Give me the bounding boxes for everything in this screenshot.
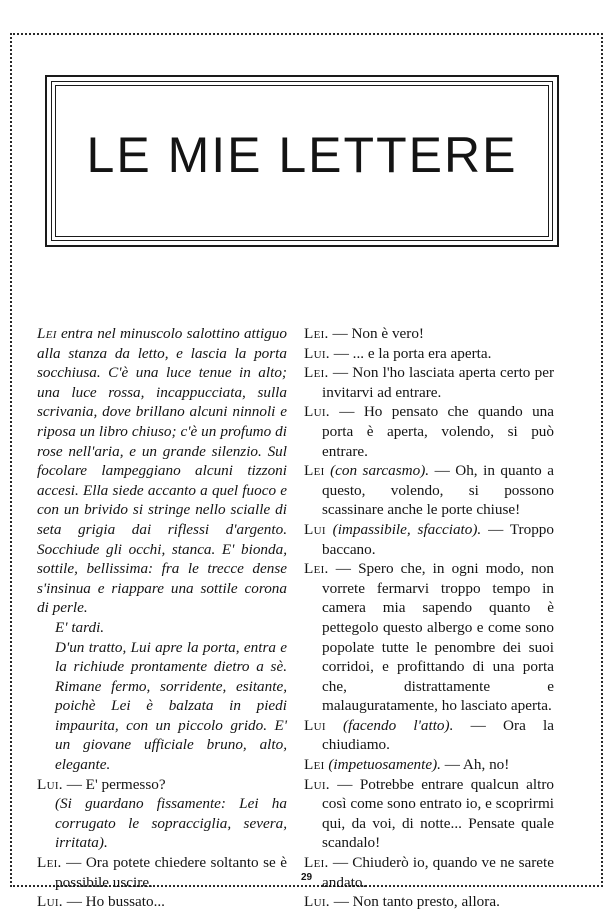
dialogue-text: — Oh, in quanto a questo, volendo, si possono scassinare anche le porte chiuse! <box>322 462 554 519</box>
stage-direction: E' tardi. <box>55 618 105 636</box>
text-paragraph <box>304 559 554 716</box>
stage-direction: (Si guardano fissamente: Lei ha corrugato le sopracciglia, severa, irritata). <box>55 795 287 852</box>
stage-direction: entra nel minuscolo salottino attiguo alla stanza da letto, e lascia la porta socchiusa. C'è una luce tenue in alto; una luce rossa, incappucciata, sulla scrivania, dove brillano alcuni ninnoli e riposa un libro chiuso; c'è un profumo di rose nell'aria, e un grande silenzio. Sul focolare lampeggiano alcuni tizzoni accesi. Ella siede accanto a quel fuoco e con un brivido si stringe nello scialle di seta grigia dai riflessi d'argento. Socchiude gli occhi, stanca. E' bionda, sottile, bellissima: fra le trecce dense s'insinua e riappare una sottile corona di perle. <box>37 325 287 617</box>
dialogue-text: — Non l'ho lasciata aperta certo per invitarvi ad entrare. <box>322 364 555 401</box>
right-column <box>304 324 554 912</box>
speaker-name: Lui. <box>37 893 63 911</box>
title-frame <box>45 75 559 247</box>
text-paragraph <box>304 461 554 520</box>
dialogue-text: — Non tanto presto, allora. <box>333 893 500 911</box>
speaker-name: Lei. <box>304 364 329 382</box>
dialogue-text: — Ah, no! <box>444 756 510 774</box>
stage-direction: (facendo l'atto). <box>343 716 454 734</box>
text-paragraph <box>304 324 554 344</box>
speaker-name: Lei <box>37 325 57 342</box>
text-paragraph <box>304 892 554 912</box>
dialogue-text: — Ora potete chiedere soltanto se è possibile uscire. <box>55 854 287 891</box>
speaker-name: Lei. <box>304 325 329 342</box>
stage-direction: (impassibile, sfacciato). <box>332 520 482 538</box>
dialogue-text: — Potrebbe entrare qualcun altro così come sono entrato io, e scoprirmi qui, da voi, di notte... Pensate quale scandalo! <box>322 775 554 852</box>
speaker-name: Lei. <box>37 854 62 872</box>
speaker-name: Lei. <box>304 560 329 578</box>
dialogue-text: — ... e la porta era aperta. <box>333 344 492 362</box>
dotted-border-left <box>10 33 12 887</box>
speaker-name: Lui <box>304 716 326 734</box>
dialogue-text: — Ora la chiudiamo. <box>322 716 555 754</box>
text-paragraph <box>37 324 287 618</box>
text-paragraph <box>304 344 554 364</box>
speaker-name: Lei <box>304 756 325 774</box>
page-title: LE MIE LETTERE <box>86 127 518 183</box>
speaker-name: Lui. <box>304 775 330 793</box>
text-paragraph <box>304 716 554 755</box>
speaker-name: Lui. <box>37 775 63 793</box>
speaker-name: Lui. <box>304 403 330 421</box>
text-paragraph <box>304 363 554 402</box>
dialogue-text: — Troppo baccano. <box>322 520 554 558</box>
speaker-name: Lui. <box>304 344 330 362</box>
dialogue-text: — E' permesso? <box>66 775 166 793</box>
text-paragraph <box>37 638 287 775</box>
speaker-name: Lei. <box>304 854 329 872</box>
speaker-name: Lei <box>304 462 325 480</box>
dialogue-text: — Ho pensato che quando una porta è aperta, volendo, si può entrare. <box>322 403 554 460</box>
dialogue-text: — Chiuderò io, quando ve ne sarete andato. <box>322 854 554 891</box>
text-paragraph <box>304 775 554 853</box>
left-column <box>37 324 287 912</box>
dialogue-text: — Non è vero! <box>332 325 424 342</box>
text-paragraph <box>37 794 287 853</box>
stage-direction: (con sarcasmo). <box>330 462 430 480</box>
speaker-name: Lui. <box>304 893 330 911</box>
dialogue-text: — Ho bussato... <box>66 893 165 911</box>
page-number: 29 <box>300 872 313 883</box>
dotted-border-top <box>10 33 603 35</box>
stage-direction: D'un tratto, Lui apre la porta, entra e la richiude prontamente dietro a sè. Rimane fermo, sorridente, esitante, poichè Lei è balzata in piedi impaurita, con un piccolo grido. E' un giovane ufficiale bruno, alto, elegante. <box>55 638 287 774</box>
text-paragraph <box>37 618 287 638</box>
dialogue-text: — Spero che, in ogni modo, non vorrete fermarvi troppo tempo in camera mia sapendo quanto è pettegolo questo albergo e come sono popolate tutte le penombre dei suoi corridoi, e profittando di una porta che, distrattamente e malauguratamente, ho lasciato aperta. <box>322 560 554 715</box>
text-paragraph <box>304 755 554 775</box>
stage-direction: (impetuosamente). <box>328 756 441 774</box>
text-paragraph <box>37 775 287 795</box>
text-paragraph <box>37 892 287 912</box>
text-paragraph <box>304 402 554 461</box>
text-paragraph <box>304 520 554 559</box>
speaker-name: Lui <box>304 520 326 538</box>
dotted-border-right <box>601 33 603 887</box>
